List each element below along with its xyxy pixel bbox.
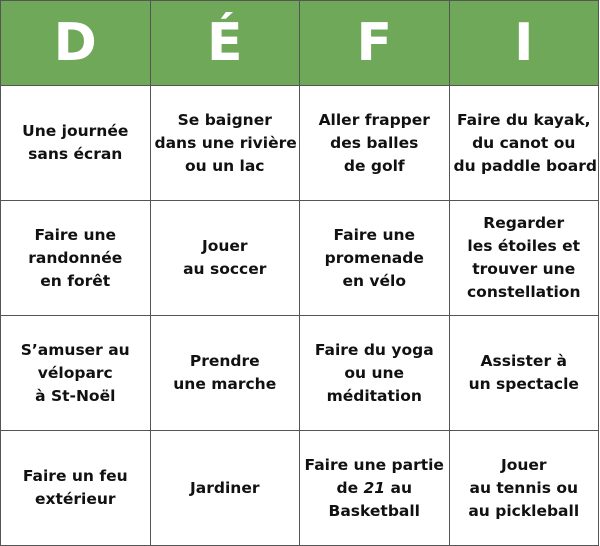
cell-text-line: Jardiner <box>190 478 260 497</box>
header-letter-e: É <box>150 1 300 86</box>
challenge-cell <box>449 431 599 546</box>
challenge-cell <box>150 201 300 316</box>
cell-text-line: du canot ou <box>472 133 576 152</box>
cell-text-line: en forêt <box>40 271 111 290</box>
grid-row-2 <box>1 201 599 316</box>
challenge-cell <box>1 201 151 316</box>
cell-text-line: une marche <box>173 375 277 393</box>
cell-text-line: dans une rivière <box>154 133 297 152</box>
challenge-cell <box>1 316 151 431</box>
grid-row-3 <box>1 316 599 431</box>
cell-text-line: Faire un feu <box>22 467 128 485</box>
cell-text-line: sans écran <box>28 145 123 163</box>
cell-text-line: au pickleball <box>468 501 580 520</box>
cell-text-line: S’amuser au <box>20 340 130 359</box>
challenge-cell <box>1 431 151 546</box>
cell-text-line: un spectacle <box>468 375 579 393</box>
challenge-cell <box>300 431 450 546</box>
cell-text-line: à St-Noël <box>35 386 116 405</box>
cell-text-line: Aller frapper <box>318 110 430 129</box>
grid-row-4 <box>1 431 599 546</box>
header-letter-f: F <box>300 1 450 86</box>
cell-text-line: méditation <box>326 386 422 405</box>
cell-text-line: extérieur <box>34 490 116 508</box>
cell-text-line: Une journée <box>22 122 129 140</box>
cell-text-line: Faire une <box>34 225 117 244</box>
challenge-cell <box>449 86 599 201</box>
challenge-cell <box>300 201 450 316</box>
challenge-cell <box>300 316 450 431</box>
cell-text-line: des balles <box>330 133 419 152</box>
challenge-cell <box>150 431 300 546</box>
header-row <box>1 1 599 86</box>
header-letter-i: I <box>449 1 599 86</box>
grid-row-1 <box>1 86 599 201</box>
cell-text-line: randonnée <box>28 248 123 267</box>
cell-text-line: les étoiles et <box>467 237 581 255</box>
cell-text-line: au soccer <box>183 260 267 278</box>
cell-text-line: trouver une <box>472 260 576 278</box>
cell-text-line: ou une <box>344 363 405 382</box>
cell-text-line: Faire une <box>333 225 416 244</box>
cell-text-line: en vélo <box>342 271 407 290</box>
cell-text-line: constellation <box>466 283 581 301</box>
challenge-cell <box>449 201 599 316</box>
cell-text-line: Faire une partie <box>304 455 444 474</box>
cell-text-line: Basketball <box>328 501 420 520</box>
cell-text-line: Prendre <box>189 352 260 370</box>
cell-text-line: Faire du yoga <box>314 340 434 359</box>
challenge-cell <box>300 86 450 201</box>
cell-text-line: Jouer <box>201 237 248 255</box>
cell-text-line: Regarder <box>483 214 565 232</box>
cell-text-line: du paddle board <box>453 156 597 175</box>
cell-text-line: Se baigner <box>177 110 272 129</box>
cell-text-line: Jouer <box>500 455 547 474</box>
cell-text-line: au tennis ou <box>469 478 578 497</box>
cell-text-line: véloparc <box>37 363 113 382</box>
cell-text-line: ou un lac <box>184 156 265 175</box>
challenge-cell <box>1 86 151 201</box>
cell-text-line: de golf <box>343 156 405 175</box>
cell-text-line: de 21 au <box>336 478 412 497</box>
challenge-cell <box>150 86 300 201</box>
challenge-cell <box>150 316 300 431</box>
cell-text-line: promenade <box>324 248 424 267</box>
cell-text-line: Assister à <box>480 352 567 370</box>
header-letter-d: D <box>1 1 151 86</box>
cell-text-line: Faire du kayak, <box>456 110 591 129</box>
challenge-cell <box>449 316 599 431</box>
